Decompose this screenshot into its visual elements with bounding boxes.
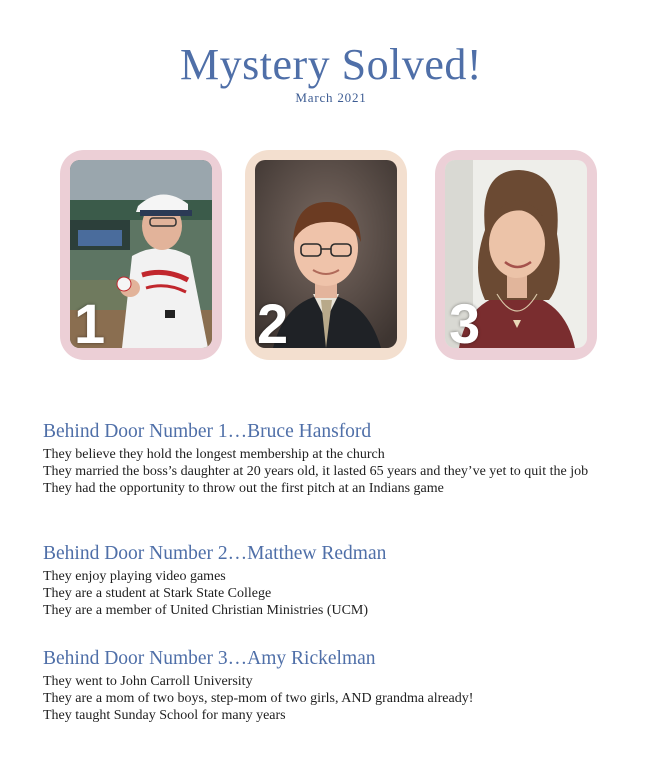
fact-item: They went to John Carroll University — [43, 674, 253, 689]
door-1-section — [43, 420, 643, 497]
fact-item: They believe they hold the longest membership at the church — [43, 447, 385, 462]
fact-item: They had the opportunity to throw out the first pitch at an Indians game — [43, 481, 444, 496]
door-1-frame — [60, 150, 222, 360]
fact-item: They are a member of United Christian Ministries (UCM) — [43, 603, 369, 618]
door-2-frame — [245, 150, 407, 360]
door-number: 1 — [74, 292, 106, 355]
door-2-section — [43, 542, 643, 619]
page-title: Mystery Solved! — [179, 40, 483, 89]
door-number: 2 — [257, 292, 289, 355]
section-heading: Behind Door Number 1…Bruce Hansford — [43, 421, 372, 442]
section-heading: Behind Door Number 2…Matthew Redman — [43, 543, 387, 564]
fact-item: They enjoy playing video games — [43, 569, 226, 584]
fact-item: They are a student at Stark State College — [43, 586, 272, 601]
door-number: 3 — [449, 292, 481, 355]
section-heading: Behind Door Number 3…Amy Rickelman — [43, 648, 376, 669]
fact-list — [43, 568, 643, 619]
fact-item: They married the boss’s daughter at 20 years old, it lasted 65 years and they’ve yet to quit the job — [43, 464, 589, 479]
page-date: March 2021 — [295, 90, 367, 105]
door-3-frame — [435, 150, 597, 360]
fact-list — [43, 673, 643, 724]
fact-item: They are a mom of two boys, step-mom of two girls, AND grandma already! — [43, 691, 474, 706]
fact-list — [43, 446, 643, 497]
fact-item: They taught Sunday School for many years — [43, 708, 286, 723]
door-3-section — [43, 647, 643, 724]
